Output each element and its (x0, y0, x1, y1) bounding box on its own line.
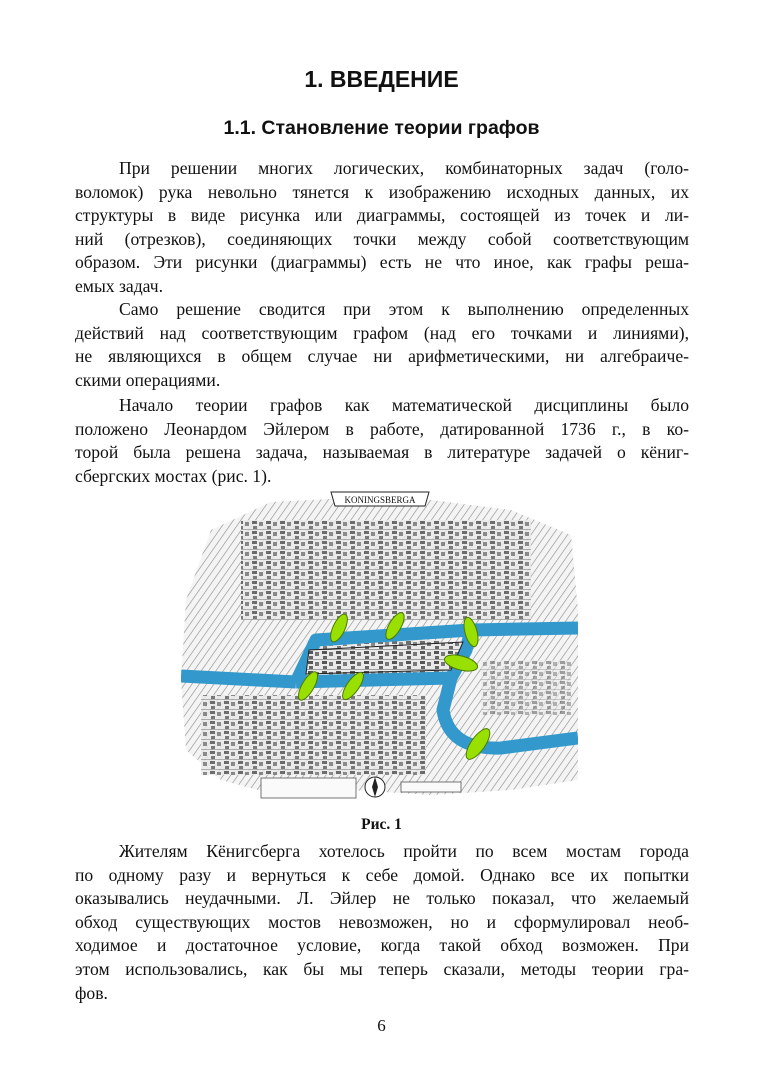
text-line: не являющихся в общем случае ни арифметическими, ни алгебраиче- (75, 346, 689, 367)
text-line: образом. Эти рисунки (диаграммы) есть не что иное, как графы реша- (75, 252, 689, 273)
city-blocks-east (481, 660, 571, 715)
paragraph-solution (75, 298, 689, 392)
text-line: воломок) рука невольно тянется к изображению исходных данных, их (75, 181, 689, 202)
figure-caption: Рис. 1 (361, 816, 402, 833)
paragraph-bridges (75, 840, 689, 1005)
text-line: этом использовались, как бы мы теперь сказали, методы теории гра- (75, 958, 689, 979)
text-line: фов. (75, 982, 108, 1003)
text-line: оказывались неудачными. Л. Эйлер не только показал, что желаемый (75, 888, 689, 909)
map-label: KONINGSBERGA (344, 495, 416, 505)
text-line: по одному разу и вернуться к себе домой. Однако все их попытки (75, 864, 689, 885)
text-line: сбергских мостах (рис. 1). (75, 465, 272, 486)
river-south-arm (296, 678, 451, 682)
text-line: Само решение сводится при этом к выполнению определенных (119, 299, 689, 319)
text-line: ний (отрезков), соединяющих точки между собой соответствующим (75, 228, 689, 249)
text-line: скими операциями. (75, 369, 221, 390)
city-blocks-north (241, 520, 531, 620)
text-line: ходимое и достаточное условие, когда такой обход возможен. При (75, 935, 689, 956)
river-west-arm (181, 676, 296, 682)
paragraph-history (75, 394, 689, 488)
text-line: При решении многих логических, комбинаторных задач (голо- (119, 158, 689, 178)
konigsberg-map (181, 490, 578, 803)
text-line: структуры в виде рисунка или диаграммы, состоящей из точек и ли- (75, 205, 689, 226)
paragraph-intro (75, 157, 689, 299)
map-legend (261, 778, 356, 798)
chapter-heading: 1. ВВЕДЕНИЕ (304, 66, 459, 92)
konigsberg-map-figure (181, 490, 578, 803)
text-line: обход существующих мостов невозможен, но и сформулировал необ- (75, 911, 689, 932)
map-scale (401, 782, 461, 792)
text-line: Жителям Кёнигсберга хотелось пройти по всем мостам города (119, 841, 689, 861)
page-number: 6 (377, 1016, 386, 1035)
city-blocks-south (201, 695, 426, 775)
text-line: Начало теории графов как математической дисциплины было (119, 395, 689, 415)
section-heading: 1.1. Становление теории графов (223, 117, 540, 139)
text-line: торой была решена задача, называемая в литературе задачей о кёниг- (75, 442, 689, 463)
text-line: действий над соответствующим графом (над его точками и линиями), (75, 322, 689, 343)
text-line: емых задач. (75, 275, 164, 296)
text-line: положено Леонардом Эйлером в работе, датированной 1736 г., в ко- (75, 418, 689, 439)
